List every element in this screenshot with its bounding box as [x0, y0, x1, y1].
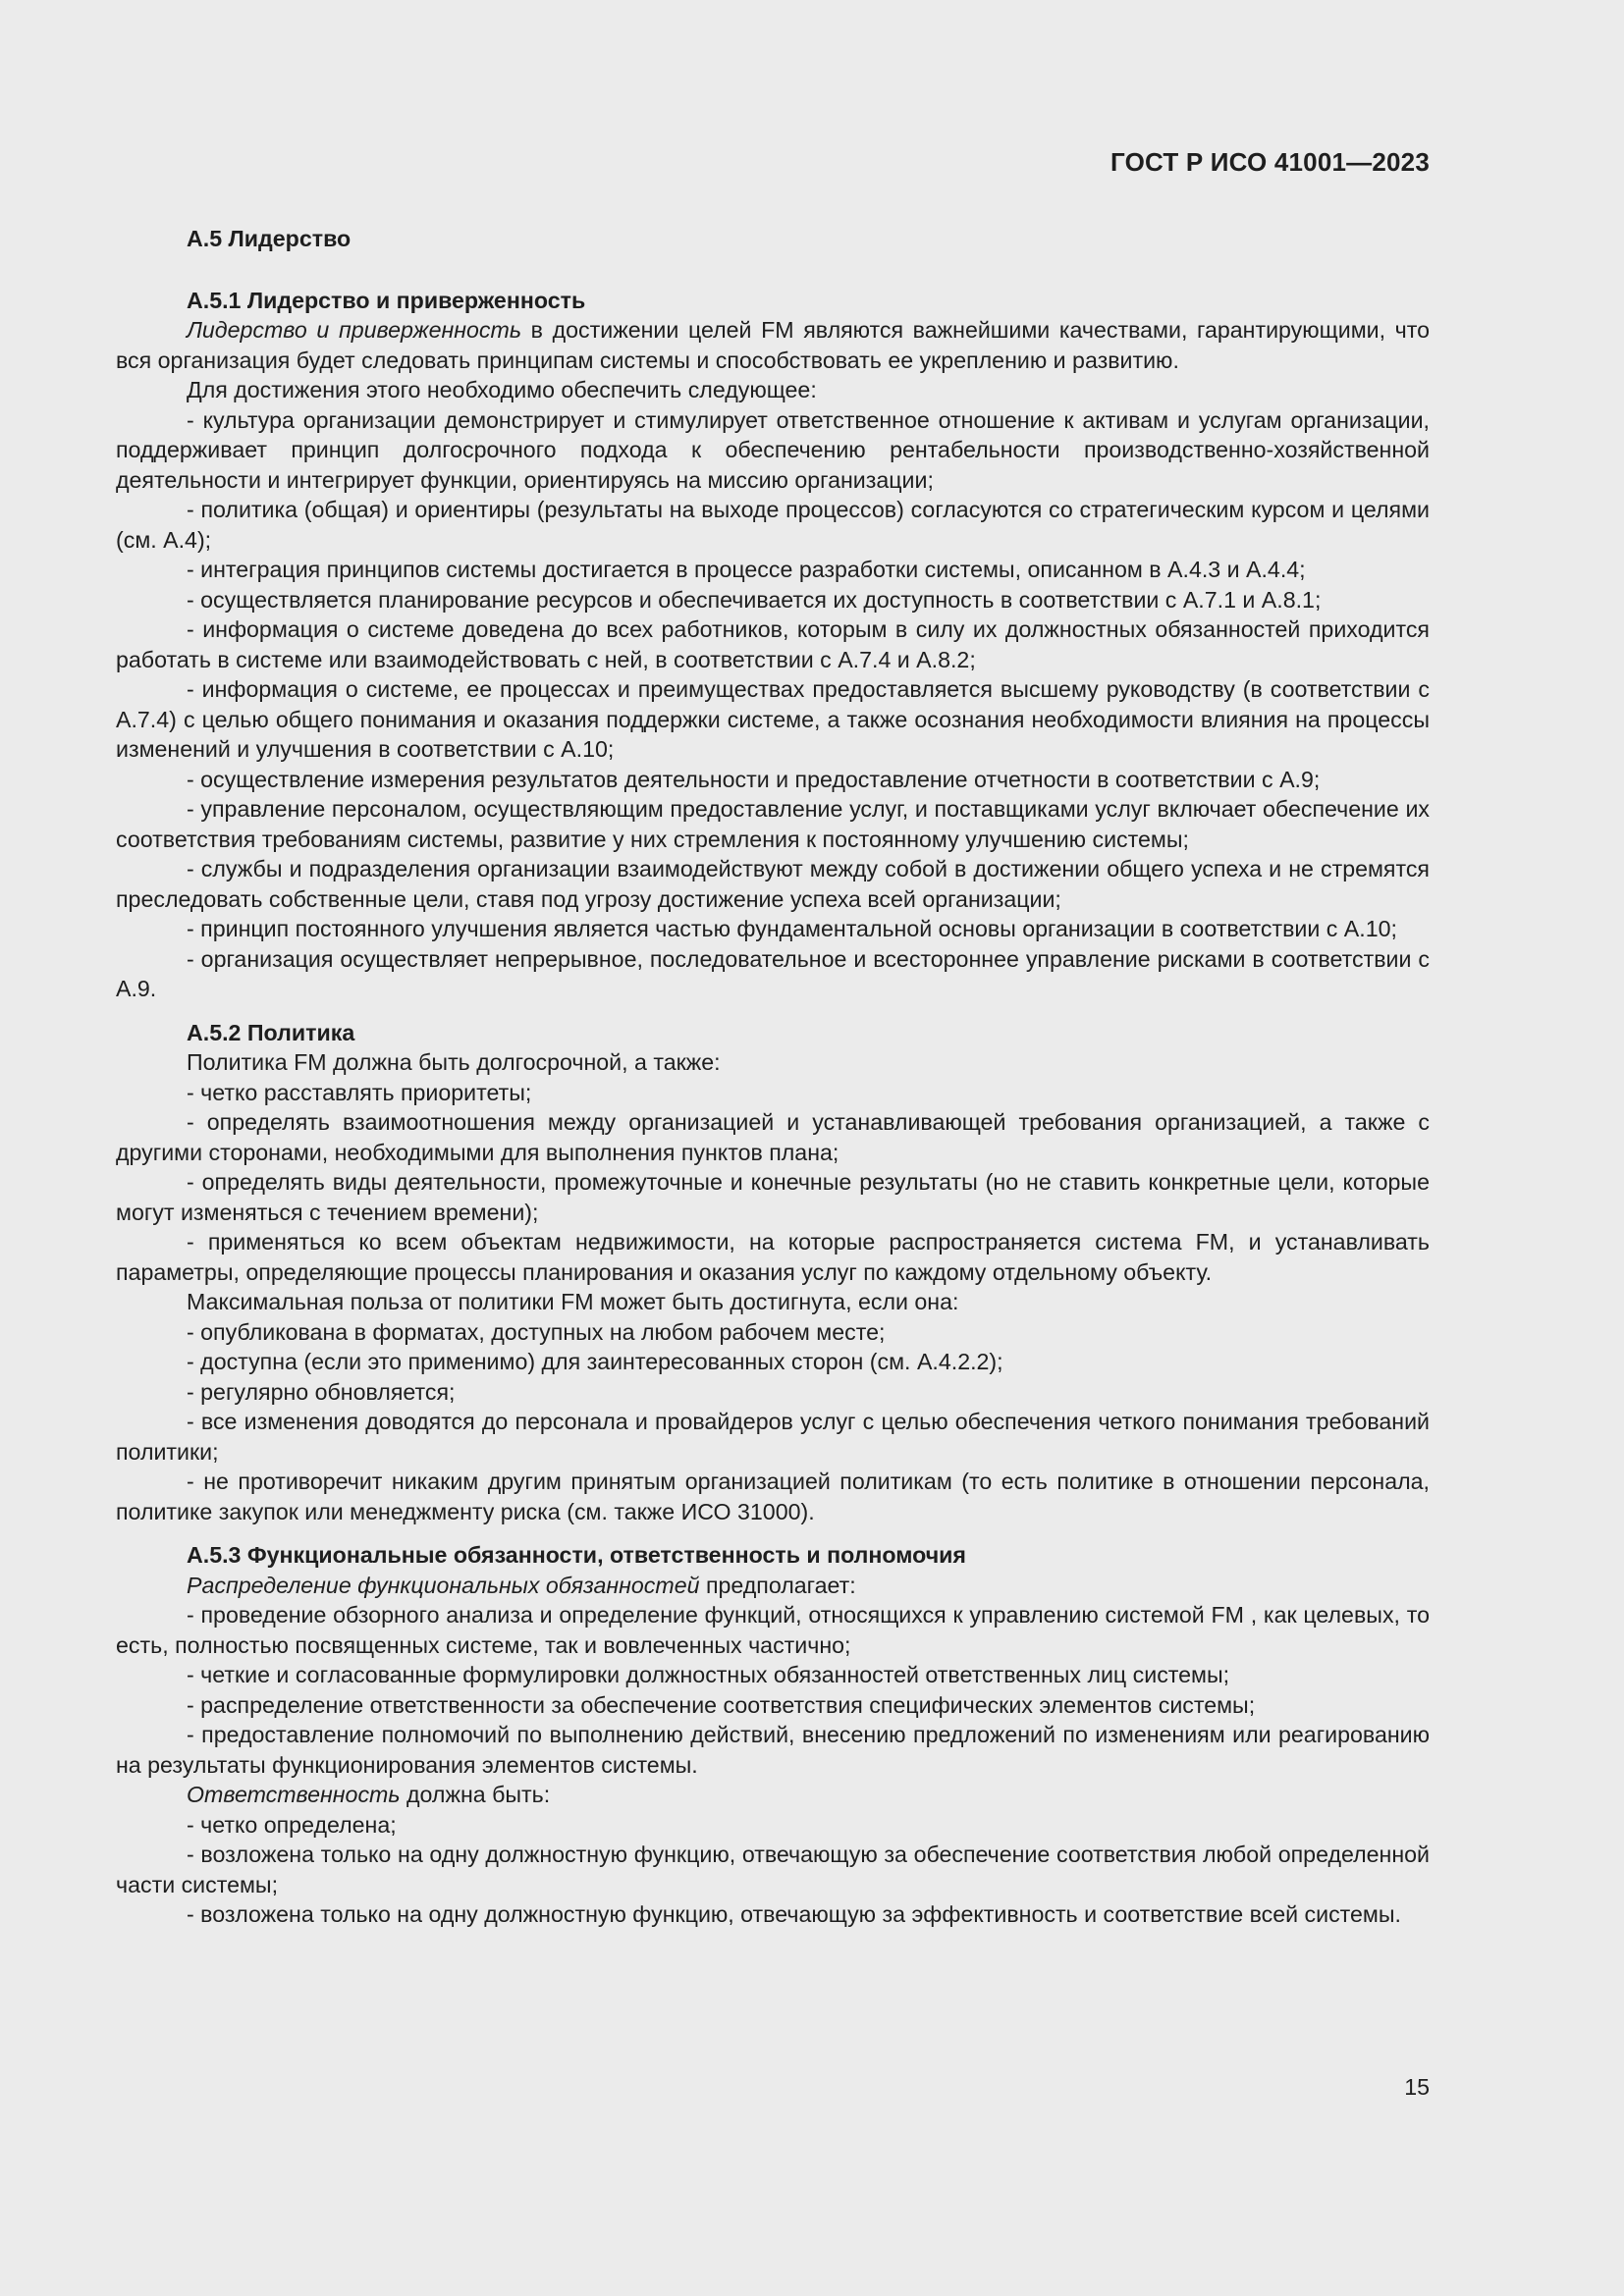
list-item: - культура организации демонстрирует и стимулирует ответственное отношение к активам и услугам организации, поддерживает принцип долгосрочного подхода к обеспечению рентабельности производственно-хозяйственной деятельности и интегрирует функции, ориентируясь на миссию организации;	[116, 406, 1430, 493]
section-a51-title: А.5.1 Лидерство и приверженность	[187, 287, 586, 313]
list-item: - доступна (если это применимо) для заинтересованных сторон (см. А.4.2.2);	[187, 1349, 1003, 1374]
list-item: - определять взаимоотношения между организацией и устанавливающей требования организацией, а также с другими сторонами, необходимыми для выполнения пунктов плана;	[116, 1109, 1430, 1165]
list-item: - применяться ко всем объектам недвижимости, на которые распространяется система FM, и устанавливать параметры, определяющие процессы планирования и оказания услуг по каждому отдельному объекту.	[116, 1229, 1430, 1285]
section-a52-title: А.5.2 Политика	[187, 1019, 355, 1045]
list-item: - все изменения доводятся до персонала и провайдеров услуг с целью обеспечения четкого понимания требований политики;	[116, 1409, 1430, 1465]
list-item: - принцип постоянного улучшения является частью фундаментальной основы организации в соответствии с А.10;	[187, 916, 1397, 941]
list-item: - четкие и согласованные формулировки должностных обязанностей ответственных лиц системы;	[187, 1662, 1230, 1687]
a53-responsibility-text: должна быть:	[400, 1782, 551, 1807]
a51-intro-emphasis: Лидерство и приверженность	[187, 317, 522, 343]
section-a5-title: А.5 Лидерство	[187, 226, 352, 251]
a51-intro-paragraph	[116, 315, 1430, 375]
section-a53-title: А.5.3 Функциональные обязанности, ответственность и полномочия	[187, 1542, 966, 1568]
a53-intro-emphasis: Распределение функциональных обязанностей	[187, 1572, 700, 1598]
list-item: - информация о системе, ее процессах и преимуществах предоставляется высшему руководству (в соответствии с А.7.4) с целью общего понимания и оказания поддержки системе, а также осознания необходимости влияния на процессы изменений и улучшения в соответствии с А.10;	[116, 676, 1430, 762]
list-item: - опубликована в форматах, доступных на любом рабочем месте;	[187, 1318, 886, 1345]
a53-intro-paragraph	[116, 1571, 1430, 1601]
list-item: - определять виды деятельности, промежуточные и конечные результаты (но не ставить конкретные цели, которые могут изменяться с течением времени);	[116, 1169, 1430, 1225]
list-item: - проведение обзорного анализа и определение функций, относящихся к управлению системой FM , как целевых, то есть, полностью посвященных системе, так и вовлеченных частично;	[116, 1602, 1430, 1658]
a53-responsibility-paragraph	[116, 1780, 1430, 1810]
list-item: - возложена только на одну должностную функцию, отвечающую за эффективность и соответствие всей системы.	[187, 1901, 1401, 1927]
list-item: - регулярно обновляется;	[187, 1378, 456, 1405]
a52-intro-paragraph: Политика FM должна быть долгосрочной, а также:	[187, 1049, 721, 1075]
list-item: - информация о системе доведена до всех работников, которым в силу их должностных обязанностей приходится работать в системе или взаимодействовать с ней, в соответствии с А.7.4 и А.8.2;	[116, 616, 1430, 672]
list-item: - распределение ответственности за обеспечение соответствия специфических элементов системы;	[187, 1691, 1256, 1718]
list-item: - службы и подразделения организации взаимодействуют между собой в достижении общего успеха и не стремятся преследовать собственные цели, ставя под угрозу достижение успеха всей организации;	[116, 856, 1430, 912]
list-item: - четко определена;	[187, 1811, 397, 1838]
list-item: - осуществляется планирование ресурсов и обеспечивается их доступность в соответствии с А.7.1 и А.8.1;	[187, 586, 1322, 613]
a53-responsibility-emphasis: Ответственность	[187, 1782, 401, 1807]
list-item: - предоставление полномочий по выполнению действий, внесению предложений по изменениям или реагированию на результаты функционирования элементов системы.	[116, 1722, 1430, 1778]
a52-benefit-paragraph: Максимальная польза от политики FM может быть достигнута, если она:	[187, 1289, 959, 1314]
page-content	[116, 224, 1430, 1930]
a51-lead-paragraph: Для достижения этого необходимо обеспечить следующее:	[187, 377, 817, 402]
list-item: - интеграция принципов системы достигается в процессе разработки системы, описанном в А.4.3 и А.4.4;	[187, 557, 1306, 582]
list-item: - возложена только на одну должностную функцию, отвечающую за обеспечение соответствия любой определенной части системы;	[116, 1842, 1430, 1897]
list-item: - не противоречит никаким другим принятым организацией политикам (то есть политике в отношении персонала, политике закупок или менеджменту риска (см. также ИСО 31000).	[116, 1468, 1430, 1524]
list-item: - осуществление измерения результатов деятельности и предоставление отчетности в соответствии с А.9;	[187, 766, 1321, 792]
document-code-header: ГОСТ Р ИСО 41001—2023	[1110, 147, 1430, 177]
list-item: - политика (общая) и ориентиры (результаты на выходе процессов) согласуются со стратегическим курсом и целями (см. А.4);	[116, 497, 1430, 553]
a53-intro-text: предполагает:	[699, 1572, 856, 1598]
list-item: - организация осуществляет непрерывное, последовательное и всестороннее управление рисками в соответствии с А.9.	[116, 945, 1430, 1001]
a51-intro-text: в достижении целей FM являются важнейшими качествами, гарантирующими, что вся организация будет следовать принципам системы и способствовать ее укреплению и развитию.	[116, 317, 1431, 373]
page-number: 15	[1404, 2074, 1430, 2100]
list-item: - четко расставлять приоритеты;	[187, 1079, 532, 1105]
list-item: - управление персоналом, осуществляющим предоставление услуг, и поставщиками услуг включает обеспечение их соответствия требованиям системы, развитие у них стремления к постоянному улучшению системы;	[116, 796, 1430, 852]
